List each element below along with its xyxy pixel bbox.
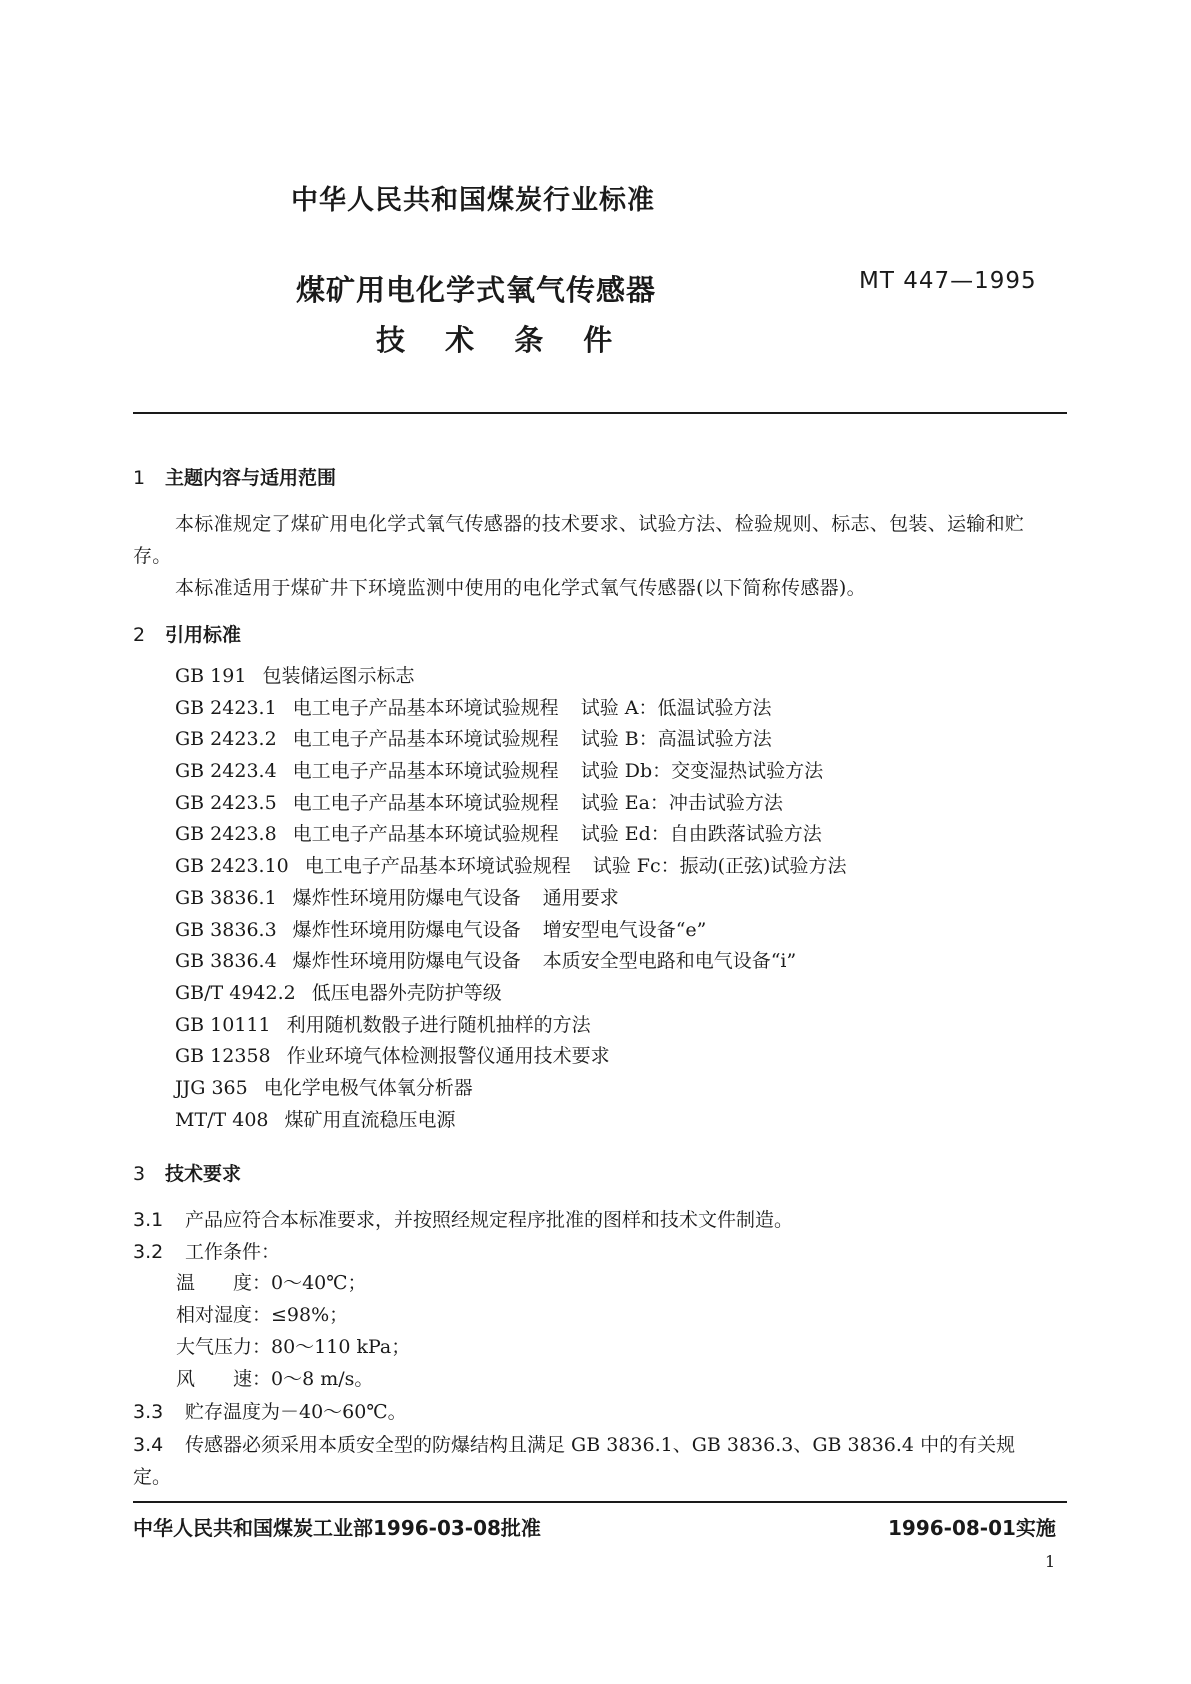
condition-wind-speed: 风 速：0～8 m/s。: [176, 1368, 374, 1390]
footer-divider: [133, 1501, 1067, 1503]
section-1-heading: [133, 463, 336, 490]
requirement-3-4: 3.4 传感器必须采用本质安全型的防爆结构且满足 GB 3836.1、GB 3836.3、GB 3836.4 中的有关规: [133, 1434, 1016, 1456]
reference-item: GB 2423.5 电工电子产品基本环境试验规程 试验 Ea：冲击试验方法: [175, 791, 783, 814]
standard-number: MT 447—1995: [859, 268, 1037, 294]
document-title-line2: 技 术 条 件: [376, 323, 613, 357]
section-number: 3: [133, 1163, 146, 1185]
condition-temperature: 温 度：0～40℃；: [176, 1272, 367, 1294]
section-1-para1-line2: 存。: [133, 545, 172, 567]
reference-item: GB 3836.1 爆炸性环境用防爆电气设备 通用要求: [175, 886, 619, 909]
reference-item: GB 2423.10 电工电子产品基本环境试验规程 试验 Fc：振动(正弦)试验方法: [175, 855, 847, 878]
condition-humidity: 相对湿度：≤98%；: [176, 1304, 349, 1326]
reference-item: GB 10111 利用随机数骰子进行随机抽样的方法: [175, 1013, 591, 1036]
reference-item: MT/T 408 煤矿用直流稳压电源: [175, 1108, 456, 1131]
section-title: 引用标准: [165, 624, 242, 646]
reference-item: GB 3836.3 爆炸性环境用防爆电气设备 增安型电气设备“e”: [175, 918, 707, 941]
standard-category-title: 中华人民共和国煤炭行业标准: [291, 185, 655, 216]
reference-list: [175, 661, 846, 1136]
page-number: 1: [1045, 1552, 1056, 1571]
requirement-3-3: 3.3 贮存温度为－40～60℃。: [133, 1401, 407, 1423]
section-number: 2: [133, 624, 146, 646]
section-title: 技术要求: [165, 1163, 242, 1185]
section-1-para1-line1: 本标准规定了煤矿用电化学式氧气传感器的技术要求、试验方法、检验规则、标志、包装、运输和贮: [175, 513, 1025, 535]
header-divider: [133, 412, 1067, 414]
section-2-heading: [133, 620, 241, 647]
document-title-line1: 煤矿用电化学式氧气传感器: [296, 273, 657, 307]
reference-item: GB 3836.4 爆炸性环境用防爆电气设备 本质安全型电路和电气设备“i”: [175, 950, 797, 973]
reference-item: JJG 365 电化学电极气体氧分析器: [175, 1076, 473, 1099]
effective-date: 1996-08-01实施: [888, 1516, 1056, 1540]
reference-item: GB/T 4942.2 低压电器外壳防护等级: [175, 981, 502, 1004]
section-1-para2: 本标准适用于煤矿井下环境监测中使用的电化学式氧气传感器(以下简称传感器)。: [175, 577, 866, 599]
reference-item: GB 191 包装储运图示标志: [175, 665, 415, 687]
section-number: 1: [133, 467, 146, 489]
reference-item: GB 2423.4 电工电子产品基本环境试验规程 试验 Db：交变湿热试验方法: [175, 760, 824, 783]
condition-pressure: 大气压力：80～110 kPa；: [176, 1336, 411, 1358]
approval-statement: 中华人民共和国煤炭工业部1996-03-08批准: [133, 1516, 541, 1540]
requirement-3-2: 3.2 工作条件：: [133, 1241, 281, 1263]
reference-item: GB 2423.8 电工电子产品基本环境试验规程 试验 Ed：自由跌落试验方法: [175, 823, 822, 846]
section-3-heading: [133, 1159, 241, 1186]
reference-item: GB 12358 作业环境气体检测报警仪通用技术要求: [175, 1045, 610, 1068]
reference-item: GB 2423.2 电工电子产品基本环境试验规程 试验 B：高温试验方法: [175, 728, 772, 751]
requirement-3-4-continued: 定。: [133, 1466, 172, 1488]
reference-item: GB 2423.1 电工电子产品基本环境试验规程 试验 A：低温试验方法: [175, 696, 772, 719]
requirement-3-1: 3.1 产品应符合本标准要求，并按照经规定程序批准的图样和技术文件制造。: [133, 1209, 794, 1231]
section-title: 主题内容与适用范围: [165, 467, 337, 489]
